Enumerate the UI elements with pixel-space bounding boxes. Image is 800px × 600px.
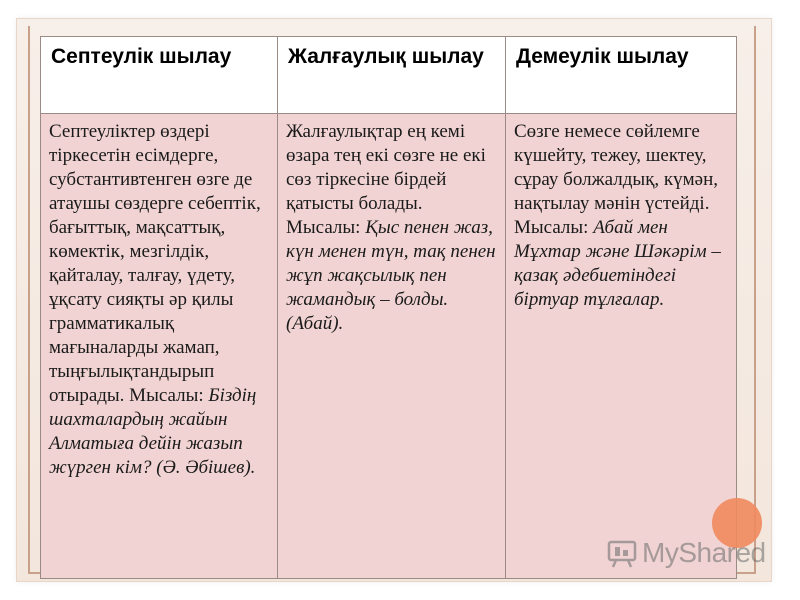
myshared-logo-icon <box>606 538 638 568</box>
frame-line-left <box>28 26 30 574</box>
cell-example: Қыс пенен жаз, күн менен түн, тақ пенен жұп жақсылық пен жамандық – болды. (Абай). <box>286 217 496 334</box>
header-cell-preposition: Септеулік шылау <box>41 37 278 114</box>
header-cell-particle: Демеулік шылау <box>506 37 737 114</box>
header-cell-conjunction: Жалғаулық шылау <box>278 37 506 114</box>
cell-example: Абай мен Мұхтар және Шәкәрім – қазақ әдебиетіндегі біртуар тұлғалар. <box>514 217 721 310</box>
table-row <box>41 114 737 579</box>
watermark-text: MyShared <box>642 537 766 568</box>
cell-example: Біздің шахталардың жайын Алматыға дейін жазып жүрген кім? (Ә. Әбішев). <box>49 385 257 478</box>
cell-text: Жалғаулықтар ең кемі өзара тең екі сөзге не екі сөз тіркесіне бірдей қатысты болады. Мысалы: <box>286 121 486 238</box>
table-cell-particle <box>506 114 737 579</box>
table-cell-conjunction <box>278 114 506 579</box>
cell-text: Сөзге немесе сөйлемге күшейту, тежеу, шектеу, сұрау болжалдық, күмән, нақтылау мәнін үстейді. Мысалы: <box>514 121 719 238</box>
watermark <box>606 536 766 570</box>
table-header-row <box>41 37 737 114</box>
frame-line-right <box>754 26 756 574</box>
comparison-table <box>40 36 737 579</box>
table-cell-preposition <box>41 114 278 579</box>
cell-text: Септеуліктер өздері тіркесетін есімдерге, субстантивтенген өзге де атаушы сөздерге себептік, бағыттық, мақсаттық, көмектік, мезгілдік, қайталау, талғау, үдету, ұқсату сияқты әр қилы грамматикалық мағыналарды жамап, тыңғылықтандырып отырады. Мысалы: <box>49 121 261 406</box>
